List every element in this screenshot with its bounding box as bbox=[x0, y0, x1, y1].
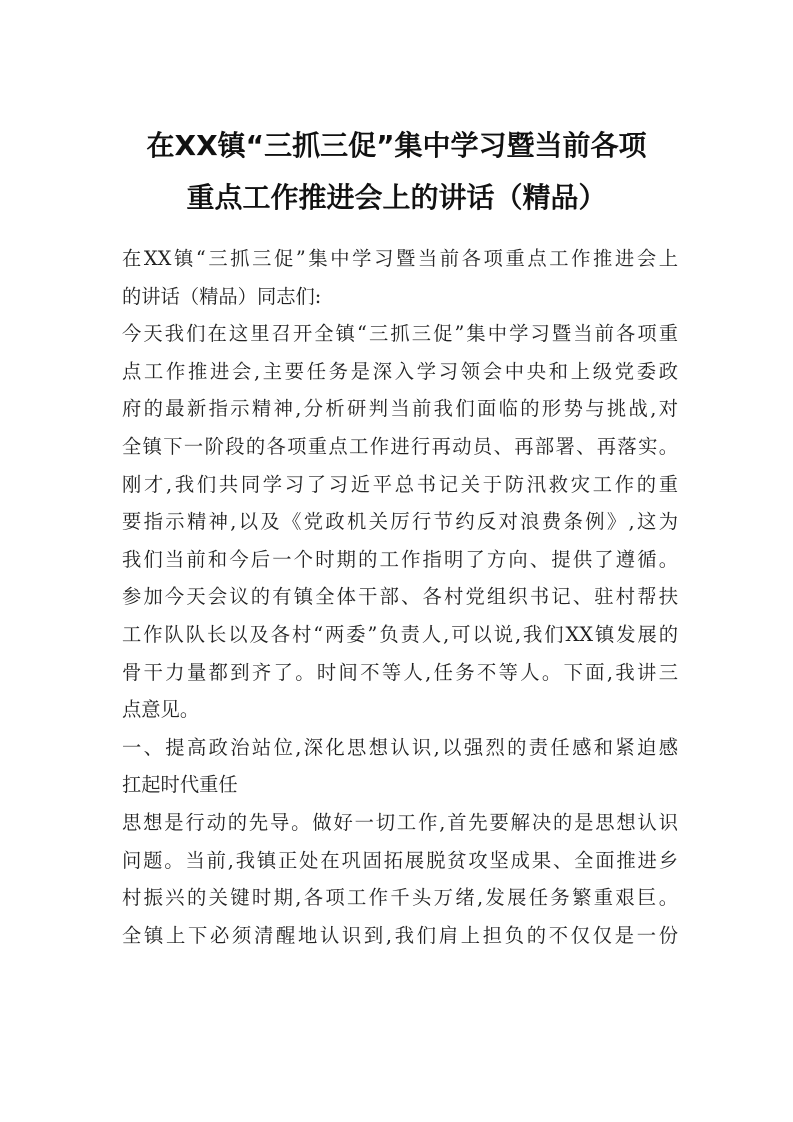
text-line: 一、提高政治站位,深化思想认识,以强烈的责任感和紧迫感 bbox=[122, 735, 678, 759]
paragraph-section-one bbox=[122, 804, 678, 954]
text-line: 点工作推进会,主要任务是深入学习领会中央和上级党委政 bbox=[122, 359, 678, 383]
text-line: 思想是行动的先导。做好一切工作,首先要解决的是思想认识 bbox=[122, 810, 678, 834]
text-line: 扛起时代重任 bbox=[122, 773, 238, 797]
paragraph-heading-intro bbox=[122, 240, 678, 315]
document-body bbox=[122, 240, 678, 954]
text-line: 参加今天会议的有镇全体干部、各村党组织书记、驻村帮扶 bbox=[122, 585, 678, 609]
text-line: 刚才,我们共同学习了习近平总书记关于防汛救灾工作的重 bbox=[122, 472, 678, 496]
text-line: 村振兴的关键时期,各项工作千头万绪,发展任务繁重艰巨。 bbox=[122, 886, 678, 910]
text-line: 在XX镇“三抓三促”集中学习暨当前各项重点工作推进会上 bbox=[122, 247, 678, 270]
text-line: 工作队队长以及各村“两委”负责人,可以说,我们XX镇发展的 bbox=[122, 622, 678, 646]
text-line: 要指示精神,以及《党政机关厉行节约反对浪费条例》,这为 bbox=[122, 510, 678, 534]
text-line: 点意见。 bbox=[122, 698, 200, 722]
paragraph-opening bbox=[122, 315, 678, 729]
text-line: 全镇上下必须清醒地认识到,我们肩上担负的不仅仅是一份 bbox=[122, 923, 678, 947]
text-line: 今天我们在这里召开全镇“三抓三促”集中学习暨当前各项重 bbox=[122, 322, 678, 346]
section-heading bbox=[122, 729, 678, 804]
text-line: 骨干力量都到齐了。时间不等人,任务不等人。下面,我讲三 bbox=[122, 660, 678, 684]
text-line: 全镇下一阶段的各项重点工作进行再动员、再部署、再落实。 bbox=[122, 434, 678, 458]
text-line: 问题。当前,我镇正处在巩固拓展脱贫攻坚成果、全面推进乡 bbox=[122, 848, 678, 872]
title-line: 在XX镇“三抓三促”集中学习暨当前各项 bbox=[146, 129, 647, 162]
text-line: 我们当前和今后一个时期的工作指明了方向、提供了遵循。 bbox=[122, 547, 678, 571]
document-title bbox=[100, 120, 693, 224]
text-line: 的讲话（精品）同志们: bbox=[122, 284, 322, 308]
title-line: 重点工作推进会上的讲话（精品） bbox=[186, 181, 607, 214]
text-line: 府的最新指示精神,分析研判当前我们面临的形势与挑战,对 bbox=[122, 397, 678, 421]
